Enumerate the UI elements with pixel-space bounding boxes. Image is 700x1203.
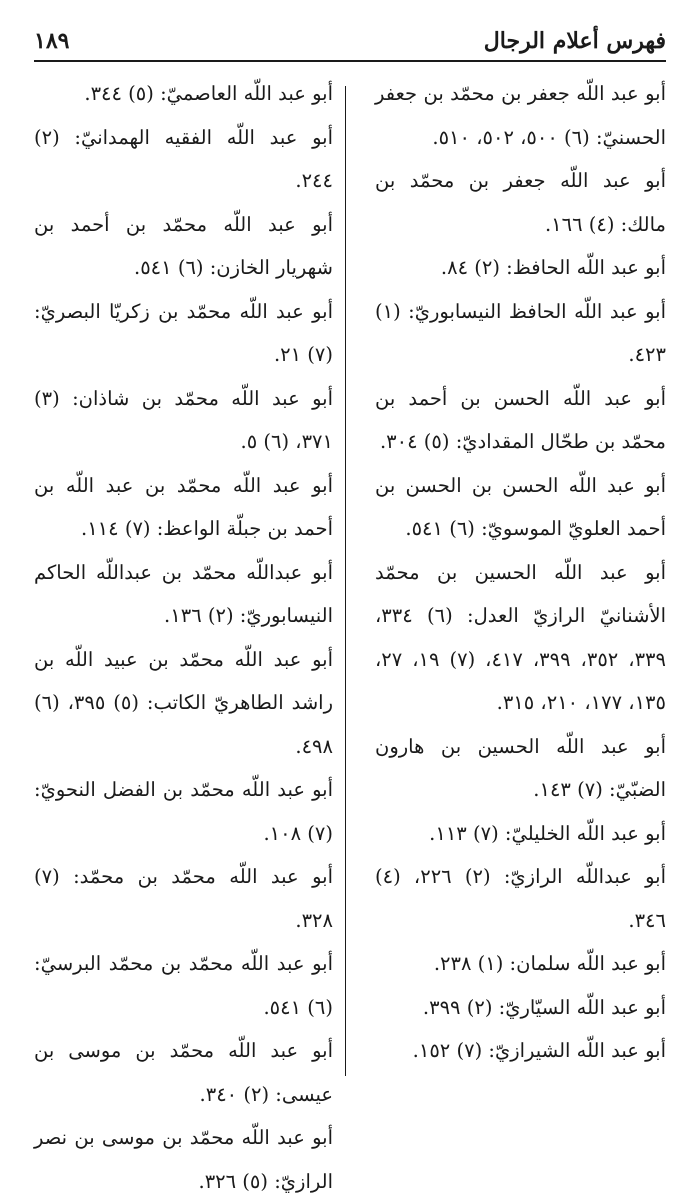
index-entry: أبو عبد اللّه الخليليّ: (٧) ١١٣. (429, 821, 666, 845)
index-entry: أبو عبد اللّه الشيرازيّ: (٧) ١٥٢. (412, 1039, 666, 1062)
index-entry: أبو عبد اللّه محمّد بن أحمد بن شهريار الخازن: (٦) ٥٤١. (34, 212, 333, 279)
index-entry: أبو عبد اللّه الحسن بن الحسن بن أحمد العلويّ الموسويّ: (٦) ٥٤١. (375, 473, 666, 540)
header-rule (34, 60, 666, 62)
page-number: ١٨٩ (34, 28, 70, 54)
index-entry: أبو عبد اللّه الحافظ: (٢) ٨٤. (440, 256, 666, 279)
index-column-left (34, 72, 339, 1203)
index-entry: أبو عبد اللّه الحسن بن أحمد بن محمّد بن طحّال المقداديّ: (٥) ٣٠٤. (375, 386, 666, 453)
page-header (34, 18, 666, 54)
index-entry: أبو عبد اللّه السيّاريّ: (٢) ٣٩٩. (422, 995, 666, 1019)
index-column-right (361, 72, 666, 1073)
index-entry: أبو عبد اللّه الحسين بن هارون الضبّيّ: (٧) ١٤٣. (375, 734, 666, 801)
index-entry: أبو عبد اللّه محمّد بن زكريّا البصريّ: (٧) ٢١. (34, 299, 333, 366)
index-entry: أبو عبد اللّه العاصميّ: (٥) ٣٤٤. (84, 82, 333, 105)
index-entry: أبو عبداللّه محمّد بن عبداللّه الحاكم النيسابوريّ: (٢) ١٣٦. (34, 560, 333, 627)
index-entry: أبو عبد اللّه محمّد بن الفضل النحويّ: (٧) ١٠٨. (34, 778, 333, 845)
index-entry: أبو عبد اللّه محمّد بن موسى بن نصر الرازيّ: (٥) ٣٢٦. (34, 1126, 333, 1193)
index-entry: أبو عبد اللّه جعفر بن محمّد بن مالك: (٤) ١٦٦. (375, 169, 666, 236)
index-entry: أبو عبد اللّه محمّد بن موسى بن عيسى: (٢) ٣٤٠. (34, 1039, 333, 1106)
index-entry: أبو عبد اللّه الحسين بن محمّد الأشنانيّ الرازيّ العدل: (٦) ٣٣٤، ٣٣٩، ٣٥٢، ٣٩٩، ٤١٧، (٧) ١٩، ٢٧، ١٣٥، ١٧٧، ٢١٠، ٣١٥. (375, 560, 666, 714)
index-entry: أبو عبد اللّه جعفر بن محمّد بن جعفر الحسنيّ: (٦) ٥٠٠، ٥٠٢، ٥١٠. (375, 82, 666, 149)
index-entry: أبو عبد اللّه سلمان: (١) ٢٣٨. (433, 952, 666, 975)
column-divider (345, 86, 346, 1076)
index-entry: أبو عبد اللّه محمّد بن عبد اللّه بن أحمد بن جبلّة الواعظ: (٧) ١١٤. (34, 473, 333, 540)
index-entry: أبو عبد اللّه محمّد بن محمّد: (٧) ٣٢٨. (34, 865, 333, 932)
running-title: فهرس أعلام الرجال (483, 28, 666, 54)
index-entry: أبو عبد اللّه محمّد بن محمّد البرسيّ: (٦) ٥٤١. (34, 952, 333, 1019)
index-entry: أبو عبد اللّه محمّد بن شاذان: (٣) ٣٧١، (٦) ٥. (34, 386, 333, 453)
index-entry: أبو عبد اللّه الحافظ النيسابوريّ: (١) ٤٢٣. (375, 299, 666, 366)
index-entry: أبو عبد اللّه الفقيه الهمدانيّ: (٢) ٢٤٤. (34, 125, 333, 192)
index-entry: أبو عبداللّه الرازيّ: (٢) ٢٢٦، (٤) ٣٤٦. (375, 865, 667, 932)
index-entry: أبو عبد اللّه محمّد بن عبيد اللّه بن راشد الطاهريّ الكاتب: (٥) ٣٩٥، (٦) ٤٩٨. (34, 647, 333, 758)
